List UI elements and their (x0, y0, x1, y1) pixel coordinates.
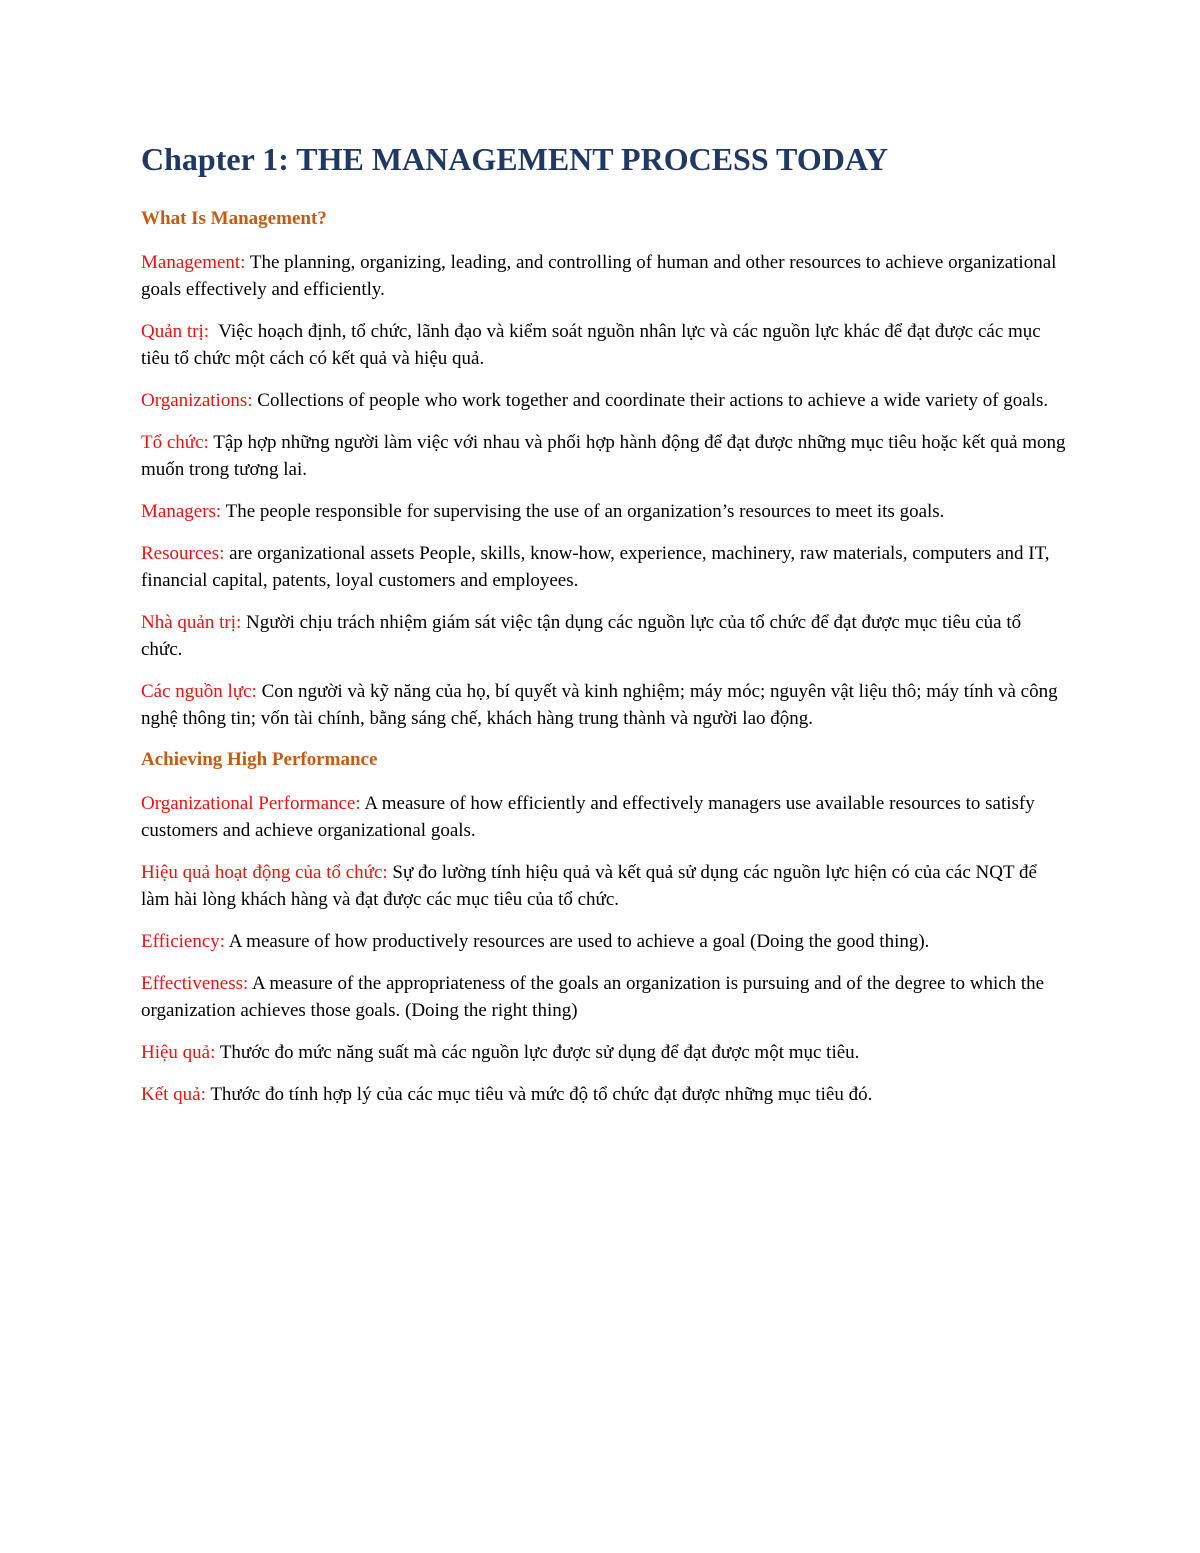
definition-text: The people responsible for supervising the use of an organization’s resources to meet its goals. (221, 501, 945, 522)
definition-text: are organizational assets People, skills, know-how, experience, machinery, raw materials, computers and IT, financial capital, patents, loyal customers and employees. (141, 543, 1050, 591)
definition-text: Thước đo tính hợp lý của các mục tiêu và mức độ tổ chức đạt được những mục tiêu đó. (205, 1084, 873, 1105)
term-label: Các nguồn lực: (141, 681, 257, 702)
document-page (141, 138, 1066, 1123)
definition-text: Việc hoạch định, tổ chức, lãnh đạo và kiểm soát nguồn nhân lực và các nguồn lực khác để đạt được các mục tiêu tổ chức một cách có kết quả và hiệu quả. (141, 321, 1046, 369)
term-label: Resources: (141, 543, 225, 564)
definition-text: A measure of how efficiently and effectively managers use available resources to satisfy customers and achieve organizational goals. (141, 793, 1035, 841)
section-heading-what-is-management: What Is Management? (141, 208, 327, 229)
definition-managers (141, 498, 1066, 525)
definition-nha-quan-tri (141, 609, 1066, 663)
definition-ket-qua (141, 1081, 1066, 1108)
term-label: Quản trị: (141, 321, 210, 342)
term-label: Organizational Performance: (141, 793, 361, 814)
chapter-title: Chapter 1: THE MANAGEMENT PROCESS TODAY (141, 141, 889, 177)
definition-hieu-qua (141, 1039, 1066, 1066)
term-label: Managers: (141, 501, 222, 522)
definition-text: Tập hợp những người làm việc với nhau và phối hợp hành động để đạt được những mục tiêu hoặc kết quả mong muốn trong tương lai. (141, 432, 1066, 480)
definition-efficiency (141, 928, 1066, 955)
definition-hieu-qua-hoat-dong (141, 859, 1066, 913)
definition-text: Sự đo lường tính hiệu quả và kết quả sử dụng các nguồn lực hiện có của các NQT để làm hài lòng khách hàng và đạt được các mục tiêu của tổ chức. (141, 862, 1037, 910)
definition-text: A measure of how productively resources are used to achieve a goal (Doing the good thing). (225, 931, 930, 952)
definition-resources (141, 540, 1066, 594)
term-label: Nhà quản trị: (141, 612, 242, 633)
term-label: Tổ chức: (141, 432, 209, 453)
definition-text: The planning, organizing, leading, and controlling of human and other resources to achieve organizational goals effectively and efficiently. (141, 252, 1057, 300)
term-label: Hiệu quả: (141, 1042, 216, 1063)
definition-effectiveness (141, 970, 1066, 1024)
definition-text: A measure of the appropriateness of the goals an organization is pursuing and of the degree to which the organization achieves those goals. (Doing the right thing) (141, 973, 1045, 1021)
definition-quan-tri (141, 318, 1066, 372)
term-label: Effectiveness: (141, 973, 249, 994)
definition-text: Người chịu trách nhiệm giám sát việc tận dụng các nguồn lực của tổ chức để đạt được mục tiêu của tổ chức. (141, 612, 1022, 660)
definition-text: Thước đo mức năng suất mà các nguồn lực được sử dụng để đạt được một mục tiêu. (215, 1042, 860, 1063)
definition-organizational-performance (141, 790, 1066, 844)
definition-cac-nguon-luc (141, 678, 1066, 732)
term-label: Management: (141, 252, 246, 273)
definition-management (141, 249, 1066, 303)
term-label: Hiệu quả hoạt động của tổ chức: (141, 862, 388, 883)
definition-to-chuc (141, 429, 1066, 483)
definition-text: Collections of people who work together and coordinate their actions to achieve a wide variety of goals. (252, 390, 1049, 411)
definition-organizations (141, 387, 1066, 414)
term-label: Organizations: (141, 390, 253, 411)
definition-text: Con người và kỹ năng của họ, bí quyết và kinh nghiệm; máy móc; nguyên vật liệu thô; máy tính và công nghệ thông tin; vốn tài chính, bằng sáng chế, khách hàng trung thành và người lao động. (141, 681, 1058, 729)
term-label: Efficiency: (141, 931, 226, 952)
term-label: Kết quả: (141, 1084, 206, 1105)
section-heading-achieving-high-performance: Achieving High Performance (141, 749, 378, 770)
